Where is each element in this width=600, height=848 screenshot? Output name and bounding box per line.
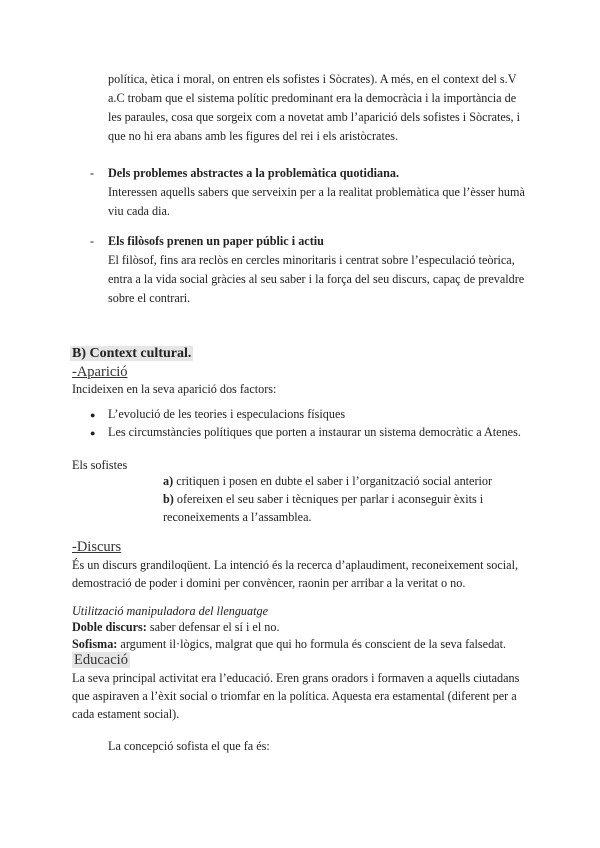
sofistes-label: Els sofistes xyxy=(72,458,128,472)
doble-discurs-label: Doble discurs: xyxy=(72,620,147,634)
doble-discurs-text: saber defensar el sí i el no. xyxy=(149,620,280,634)
sofisma-text: argument il·lògics, malgrat que qui ho formula és conscient de la seva falsedat. xyxy=(120,637,507,651)
sofistes-a-text: critiquen i posen en dubte el saber i l’organització social anterior xyxy=(176,474,493,488)
educacio-heading-text: Educació xyxy=(74,652,128,668)
sofisma xyxy=(72,635,506,654)
section-b-heading xyxy=(70,344,193,363)
intro-line-3: les paraules, cosa que sorgeix com a novetat amb l’aparició dels sofistes i Sòcrates, i xyxy=(108,110,520,124)
discurs-heading: -Discurs xyxy=(72,539,122,555)
aparicio-bullet-2: Les circumstàncies polítiques que porten a instaurar un sistema democràtic a Atenes. xyxy=(108,425,521,439)
point-1-title: Dels problemes abstractes a la problemàtica quotidiana. xyxy=(108,166,400,180)
aparicio-bullet-1: L’evolució de les teories i especulacions físiques xyxy=(108,407,346,421)
intro-line-4: que no hi era abans amb les figures del rei i els aristòcrates. xyxy=(108,129,399,143)
intro-line-2: a.C trobam que el sistema polític predominant era la democràcia i la importància de xyxy=(108,91,517,105)
educacio-heading xyxy=(72,651,130,670)
point-1-marker: - xyxy=(90,166,95,180)
lenguatge-title: Utilització manipuladora del llenguatge xyxy=(72,604,268,618)
discurs-line-1: És un discurs grandiloqüent. La intenció és la recerca d’aplaudiment, reconeixement social, xyxy=(72,558,519,572)
sofistes-b-text-2: reconeixements a l’assamblea. xyxy=(163,510,312,524)
intro-line-1: política, ètica i moral, on entren els sofistes i Sòcrates). A més, en el context del s.V xyxy=(108,72,517,86)
section-b-heading-text: B) Context cultural. xyxy=(72,346,192,361)
aparicio-heading: -Aparició xyxy=(72,364,128,380)
point-2-line-1: El filòsof, fins ara reclòs en cercles minoritaris i centrat sobre l’especulació teòrica, xyxy=(108,253,515,267)
bullet-dot-icon: ● xyxy=(90,410,96,420)
educacio-line-2: que aspiraven a l’èxit social o triomfar en la política. Aquesta era estamental (diferent per a xyxy=(72,689,517,703)
sofistes-b-text: ofereixen el seu saber i tècniques per parlar i aconseguir èxits i xyxy=(176,492,484,506)
bullet-dot-icon: ● xyxy=(90,428,96,438)
point-1-line-2: viu cada dia. xyxy=(108,204,170,218)
point-2-line-3: sobre el contrari. xyxy=(108,291,191,305)
sofistes-b xyxy=(163,490,483,509)
sofistes-a xyxy=(163,472,492,491)
point-1-line-1: Interessen aquells sabers que serveixin per a la realitat problemàtica que l’èsser humà xyxy=(108,185,525,199)
point-2-line-2: entra a la vida social gràcies al seu saber i la força del seu discurs, capaç de prevaldre xyxy=(108,272,525,286)
point-2-title: Els filòsofs prenen un paper públic i actiu xyxy=(108,234,324,248)
sofistes-b-marker: b) xyxy=(163,492,174,506)
sofisma-label: Sofisma: xyxy=(72,637,118,651)
discurs-line-2: demostració de poder i domini per convèncer, raonin per arribar a la veritat o no. xyxy=(72,576,466,590)
point-2-marker: - xyxy=(90,234,95,248)
sofistes-a-marker: a) xyxy=(163,474,174,488)
aparicio-intro: Incideixen en la seva aparició dos factors: xyxy=(72,382,277,396)
educacio-line-3: cada estament social). xyxy=(72,707,180,721)
concepcio-text: La concepció sofista el que fa és: xyxy=(108,739,270,753)
educacio-line-1: La seva principal activitat era l’educació. Eren grans oradors i formaven a aquells ciutadans xyxy=(72,671,520,685)
